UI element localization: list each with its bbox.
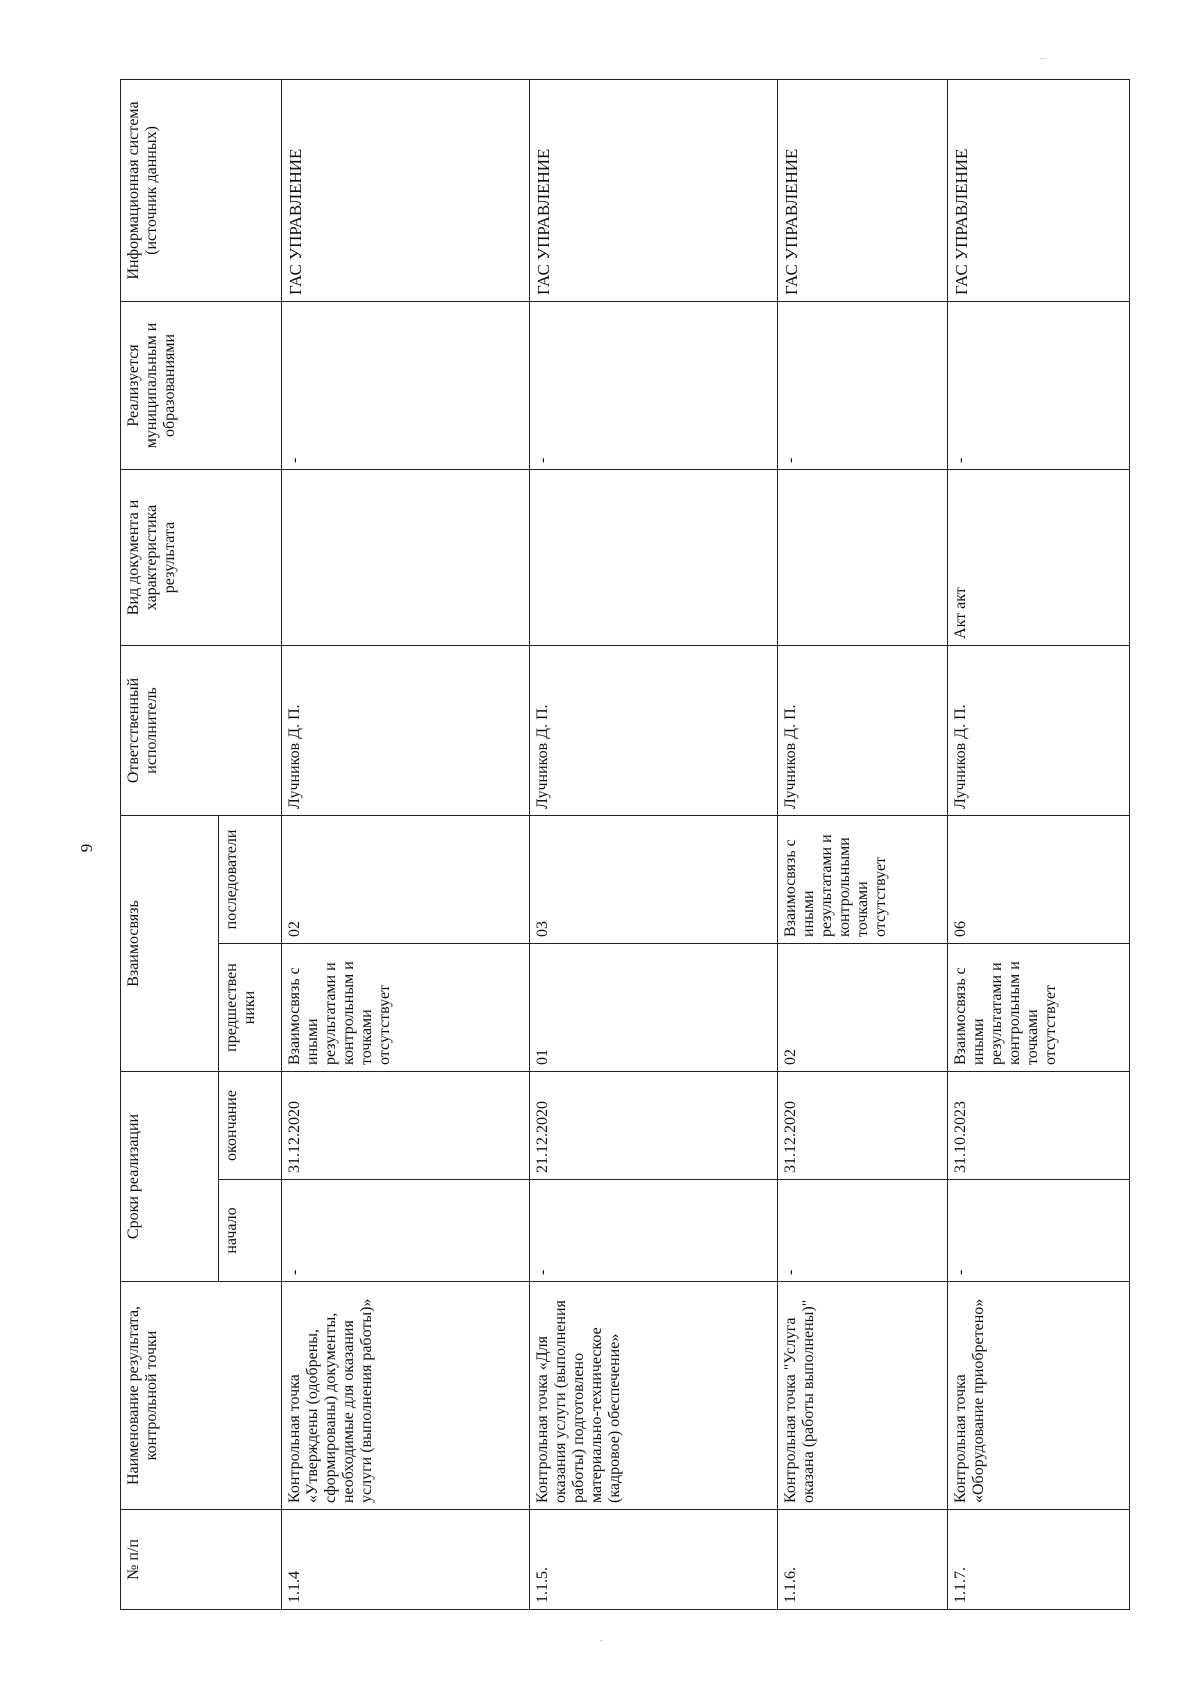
header-relation: Взаимосвязь (121, 815, 219, 1071)
cell-num: 1.1.5. (530, 1510, 778, 1610)
control-points-table (120, 79, 1130, 1610)
table-row (948, 79, 1130, 1609)
cell-start: - (948, 1180, 1130, 1282)
cell-document (282, 469, 530, 645)
cell-predecessors: Взаимосвязь с иными результатами и контрольным и точками отсутствует (282, 943, 530, 1071)
rotated-table-wrapper (120, 80, 1130, 1610)
cell-name: Контрольная точка «Утверждены (одобрены, сформированы) документы, необходимые для оказания услуги (выполнения работы)» (282, 1282, 530, 1510)
cell-end: 31.12.2020 (778, 1071, 948, 1179)
table-row (530, 79, 778, 1609)
header-terms: Сроки реализации (121, 1071, 219, 1281)
header-num: № п/п (121, 1510, 282, 1610)
cell-document: Акт акт (948, 469, 1130, 645)
header-end: окончание (219, 1071, 282, 1179)
cell-document (778, 469, 948, 645)
cell-municipal: - (778, 301, 948, 469)
cell-predecessors: 02 (778, 943, 948, 1071)
cell-followers: 06 (948, 815, 1130, 943)
cell-name: Контрольная точка «Оборудование приобретено» (948, 1282, 1130, 1510)
cell-predecessors: Взаимосвязь с иными результатами и контрольным и точками отсутствует (948, 943, 1130, 1071)
cell-num: 1.1.6. (778, 1510, 948, 1610)
cell-info-system: ГАС УПРАВЛЕНИЕ (948, 79, 1130, 301)
cell-start: - (530, 1180, 778, 1282)
cell-info-system: ГАС УПРАВЛЕНИЕ (778, 79, 948, 301)
table-row (778, 79, 948, 1609)
cell-num: 1.1.4 (282, 1510, 530, 1610)
header-predecessors: предшествен ники (219, 943, 282, 1071)
scan-speck (1040, 58, 1046, 59)
page-number: 9 (77, 843, 96, 853)
header-responsible: Ответственный исполнитель (121, 645, 282, 815)
cell-info-system: ГАС УПРАВЛЕНИЕ (282, 79, 530, 301)
cell-municipal: - (530, 301, 778, 469)
cell-num: 1.1.7. (948, 1510, 1130, 1610)
cell-info-system: ГАС УПРАВЛЕНИЕ (530, 79, 778, 301)
cell-end: 21.12.2020 (530, 1071, 778, 1179)
header-info-system: Информационная система (источник данных) (121, 79, 282, 301)
header-start: начало (219, 1180, 282, 1282)
cell-responsible: Лучников Д. П. (530, 645, 778, 815)
cell-predecessors: 01 (530, 943, 778, 1071)
cell-start: - (778, 1180, 948, 1282)
cell-document (530, 469, 778, 645)
cell-responsible: Лучников Д. П. (778, 645, 948, 815)
header-municipal: Реализуется муниципальным и образованиями (121, 301, 282, 469)
cell-followers: 03 (530, 815, 778, 943)
header-name: Наименование результата, контрольной точки (121, 1282, 282, 1510)
cell-responsible: Лучников Д. П. (948, 645, 1130, 815)
cell-name: Контрольная точка "Услуга оказана (работы выполнены)" (778, 1282, 948, 1510)
table-row (282, 79, 530, 1609)
table-header-row (121, 79, 219, 1609)
scan-speck (600, 1640, 603, 1641)
cell-municipal: - (948, 301, 1130, 469)
cell-municipal: - (282, 301, 530, 469)
cell-end: 31.12.2020 (282, 1071, 530, 1179)
cell-end: 31.10.2023 (948, 1071, 1130, 1179)
header-document: Вид документа и характеристика результата (121, 469, 282, 645)
cell-responsible: Лучников Д. П. (282, 645, 530, 815)
cell-followers: Взаимосвязь с иными результатами и контрольными точками отсутствует (778, 815, 948, 943)
cell-name: Контрольная точка «Для оказания услуги (выполнения работы) подготовлено материально-техническое (кадровое) обеспечение» (530, 1282, 778, 1510)
cell-start: - (282, 1180, 530, 1282)
cell-followers: 02 (282, 815, 530, 943)
header-followers: последователи (219, 815, 282, 943)
